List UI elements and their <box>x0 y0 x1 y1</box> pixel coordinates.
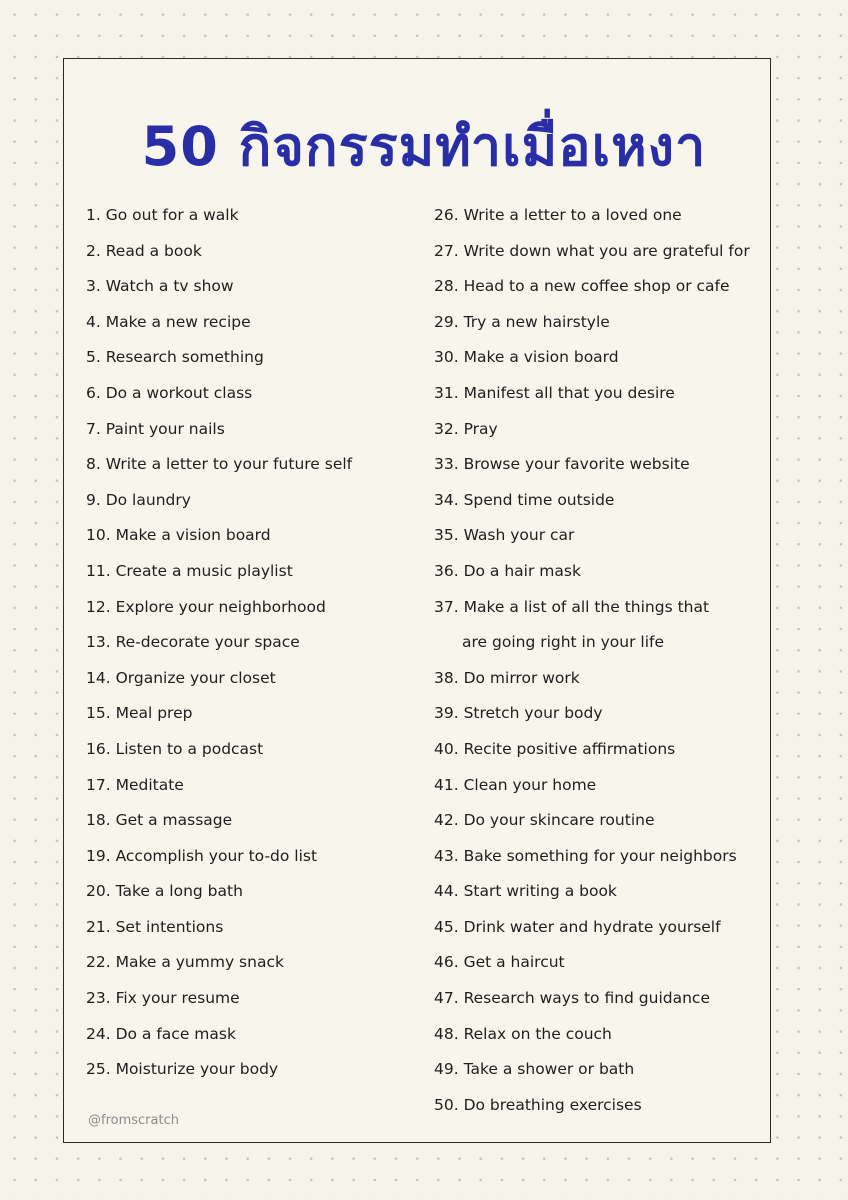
list-item: 3. Watch a tv show <box>86 277 234 296</box>
list-item: 29. Try a new hairstyle <box>434 312 610 331</box>
list-item: 5. Research something <box>86 348 264 367</box>
list-item: 10. Make a vision board <box>86 526 271 545</box>
list-item: 35. Wash your car <box>434 526 575 545</box>
list-item: 2. Read a book <box>86 241 202 260</box>
list-item: 40. Recite positive affirmations <box>434 739 676 758</box>
list-item: 50. Do breathing exercises <box>434 1095 642 1114</box>
list-item: 24. Do a face mask <box>86 1024 236 1043</box>
list-item: 14. Organize your closet <box>86 668 276 687</box>
list-item: 19. Accomplish your to-do list <box>86 846 318 865</box>
list-item: 38. Do mirror work <box>434 668 580 687</box>
list-item: 48. Relax on the couch <box>434 1024 612 1043</box>
list-item: 28. Head to a new coffee shop or cafe <box>434 277 730 296</box>
list-item: 17. Meditate <box>86 775 184 794</box>
author-credit: @fromscratch <box>88 1113 179 1128</box>
list-item: 43. Bake something for your neighbors <box>434 846 737 865</box>
activity-list-right <box>434 198 764 1123</box>
list-item: 20. Take a long bath <box>86 882 243 901</box>
list-item: 23. Fix your resume <box>86 989 240 1008</box>
list-item: 39. Stretch your body <box>434 704 603 723</box>
list-item: 18. Get a massage <box>86 811 233 830</box>
list-item: 16. Listen to a podcast <box>86 739 264 758</box>
list-item: 25. Moisturize your body <box>86 1060 279 1079</box>
page-title: 50 กิจกรรมทำเมื่อเหงา <box>141 115 707 178</box>
list-item: 8. Write a letter to your future self <box>86 455 353 474</box>
list-item: 44. Start writing a book <box>434 882 617 901</box>
continuation-text: are going right in your life <box>462 633 664 652</box>
list-item: 46. Get a haircut <box>434 953 565 972</box>
list-item: 26. Write a letter to a loved one <box>434 206 682 224</box>
list-item: 12. Explore your neighborhood <box>86 597 326 616</box>
list-item: 45. Drink water and hydrate yourself <box>434 917 721 936</box>
list-item: 4. Make a new recipe <box>86 312 251 331</box>
list-item: 30. Make a vision board <box>434 348 619 367</box>
list-item: 49. Take a shower or bath <box>434 1060 635 1079</box>
list-item: 15. Meal prep <box>86 704 193 723</box>
list-item: 33. Browse your favorite website <box>434 455 690 474</box>
list-item: 41. Clean your home <box>434 775 597 794</box>
list-item: 37. Make a list of all the things that <box>434 597 710 616</box>
list-item: 42. Do your skincare routine <box>434 811 655 830</box>
list-item: 11. Create a music playlist <box>86 561 293 580</box>
list-item-continuation <box>434 625 764 661</box>
list-item: 6. Do a workout class <box>86 383 253 402</box>
list-item: 32. Pray <box>434 419 498 438</box>
list-item: 31. Manifest all that you desire <box>434 383 675 402</box>
list-item: 21. Set intentions <box>86 917 224 936</box>
list-item: 22. Make a yummy snack <box>86 953 284 972</box>
list-item: 9. Do laundry <box>86 490 191 509</box>
list-item: 7. Paint your nails <box>86 419 225 438</box>
list-item: 36. Do a hair mask <box>434 561 581 580</box>
list-item: 47. Research ways to find guidance <box>434 989 710 1008</box>
list-item: 1. Go out for a walk <box>86 206 239 224</box>
list-item: 34. Spend time outside <box>434 490 615 509</box>
list-item: 27. Write down what you are grateful for <box>434 241 750 260</box>
activity-list-left <box>86 198 416 1088</box>
list-item: 13. Re-decorate your space <box>86 633 300 652</box>
